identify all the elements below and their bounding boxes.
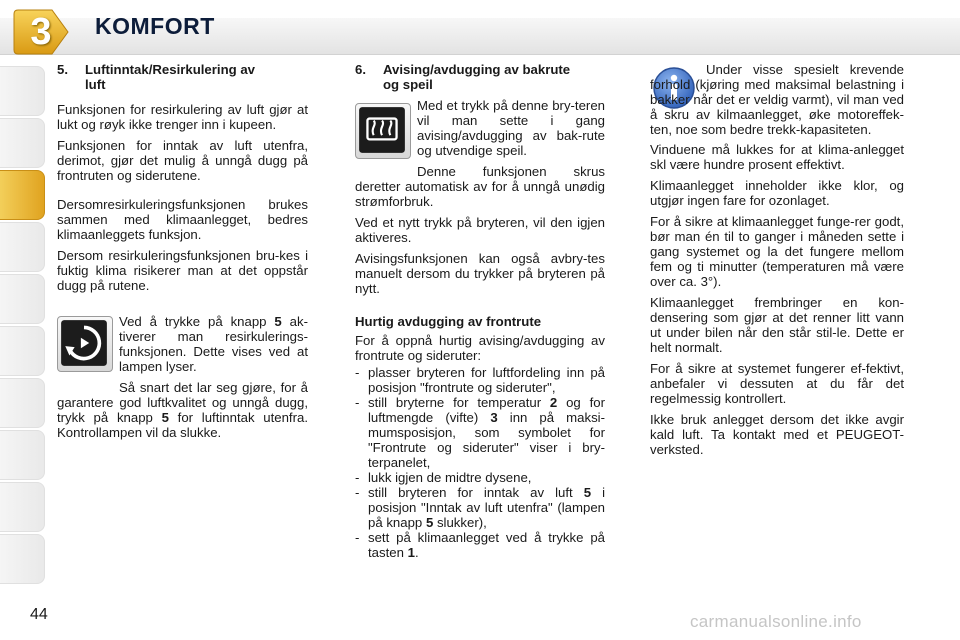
paragraph: Klimaanlegget frembringer en kon-densering som gjør at det renner litt vann ut under bilen når den står stil-le. Dette er helt normalt. xyxy=(650,295,904,355)
paragraph: For å sikre at klimaanlegget funge-rer godt, bør man én til to ganger i måneden sette i gang systemet og la det fungere mellom fem og ti minutter (temperaturen må være over ca. 3°). xyxy=(650,214,904,289)
page-header xyxy=(0,0,960,56)
list-item xyxy=(355,530,605,560)
text: Ved å trykke på knapp xyxy=(119,314,275,329)
text: still bryterne for temperatur xyxy=(368,395,550,410)
chapter-tab[interactable] xyxy=(0,222,45,272)
page-title: KOMFORT xyxy=(95,13,215,39)
paragraph: Denne funksjonen skrus deretter automatisk av for å unngå unødig strømforbruk. xyxy=(355,164,605,209)
chapter-tab[interactable] xyxy=(0,274,45,324)
text: inn på maksi-mumsposisjon, som symbolet for "Frontrute og sideruter" viser i bry-terpanelet, xyxy=(368,410,605,470)
column-2 xyxy=(355,62,605,302)
chapter-tab[interactable] xyxy=(0,118,45,168)
text: sett på klimaanlegget ved å trykke på tasten xyxy=(368,530,605,560)
paragraph: Under visse spesielt krevende forhold (kjøring med maksimal belastning i bakker når det er veldig varmt), vil man ved å skru av kilmaanlegget, øke motoreffek-ten, noe som bedre trekk-kapasiteten. xyxy=(650,62,904,137)
rear-defrost-button-image xyxy=(355,103,411,159)
paragraph: For å sikre at systemet fungerer ef-fektivt, anbefaler vi dessuten at du får det regelmessig kontrollert. xyxy=(650,361,904,406)
paragraph: Klimaanlegget inneholder ikke klor, og utgjør ingen fare for ozonlaget. xyxy=(650,178,904,208)
paragraph xyxy=(57,380,308,440)
paragraph: Funksjonen for inntak av luft utenfra, derimot, gjør det mulig å unngå dugg på frontruten og siderutene. xyxy=(57,138,308,183)
text: i posisjon "Inntak av luft utenfra" (lampen på knapp xyxy=(368,485,606,530)
heading-text: Luftinntak/Resirkulering av xyxy=(85,62,256,77)
paragraph xyxy=(57,314,308,374)
page-number: 44 xyxy=(30,606,48,623)
heading-text: Avising/avdugging av bakrute xyxy=(383,62,571,77)
paragraph: Funksjonen for resirkulering av luft gjør at lukt og røyk ikke trenger inn i kupeen. xyxy=(57,102,308,132)
text: still bryteren for inntak av luft xyxy=(368,485,584,500)
chapter-tab[interactable] xyxy=(0,534,45,584)
chapter-tab[interactable] xyxy=(0,378,45,428)
list-item xyxy=(355,395,605,470)
button-ref: 5 xyxy=(583,485,592,500)
section-heading xyxy=(355,62,605,92)
text: og for luftmengde (vifte) xyxy=(368,395,605,425)
paragraph: Vinduene må lukkes for at klima-anlegget skl være hundre prosent effektivt. xyxy=(650,142,904,172)
chapter-number: 3 xyxy=(30,11,52,53)
text: plasser bryteren for luftfordeling inn på posisjon "frontrute og sideruter", xyxy=(368,365,605,395)
list-item xyxy=(355,365,605,395)
button-ref: 2 xyxy=(549,395,558,410)
list-item xyxy=(355,485,605,530)
heading-text-2: og speil xyxy=(383,77,433,92)
button-ref: 5 xyxy=(274,314,282,329)
list-item xyxy=(355,470,605,485)
rear-defrost-icon xyxy=(356,104,408,156)
text: lukk igjen de midtre dysene, xyxy=(368,470,532,485)
section-heading xyxy=(57,62,308,92)
chapter-tab-active[interactable] xyxy=(0,170,45,220)
heading-number: 5. xyxy=(57,62,68,77)
button-ref: 1 xyxy=(407,545,415,560)
chapter-tabs xyxy=(0,60,48,580)
watermark: carmanualsonline.info xyxy=(690,612,862,631)
paragraph: For å oppnå hurtig avising/avdugging av frontrute og sideruter: xyxy=(355,333,605,363)
heading-text-2: luft xyxy=(85,77,106,92)
steps-list xyxy=(355,365,605,560)
paragraph: Dersomresirkuleringsfunksjonen brukes sammen med klimaanlegget, bedres klimaanleggets funksjon. xyxy=(57,197,308,242)
chapter-tab[interactable] xyxy=(0,66,45,116)
paragraph: Ikke bruk anlegget dersom det ikke avgir kald luft. Ta kontakt med et PEUGEOT-verksted. xyxy=(650,412,904,457)
paragraph: Avisingsfunksjonen kan også avbry-tes manuelt dersom du trykker på bryteren på nytt. xyxy=(355,251,605,296)
paragraph: Med et trykk på denne bry-teren vil man sette i gang avising/avdugging av bak-rute og utvendige speil. xyxy=(417,98,605,158)
column-1 xyxy=(57,62,308,299)
quick-defog-heading: Hurtig avdugging av frontrute xyxy=(355,314,542,329)
column-1-lower xyxy=(57,314,308,446)
heading-number: 6. xyxy=(355,62,366,77)
chapter-tab[interactable] xyxy=(0,430,45,480)
paragraph: Ved et nytt trykk på bryteren, vil den igjen aktiveres. xyxy=(355,215,605,245)
chapter-tab[interactable] xyxy=(0,482,45,532)
button-ref: 3 xyxy=(490,410,498,425)
chapter-tab[interactable] xyxy=(0,326,45,376)
text: for luftinntak utenfra. Kontrollampen vil da slukke. xyxy=(57,410,308,440)
paragraph: Dersom resirkuleringsfunksjonen bru-kes i fuktig klima risikerer man at det oppstår dugg på rutene. xyxy=(57,248,308,293)
column-3 xyxy=(650,62,904,463)
text: slukker), xyxy=(433,515,487,530)
button-ref: 5 xyxy=(161,410,169,425)
text: Så snart det lar seg gjøre, for å garantere god luftkvalitet og unngå dugg, trykk på knapp xyxy=(57,380,308,425)
text: . xyxy=(414,545,419,560)
column-2-lower xyxy=(355,314,605,560)
text: ak-tiverer man resirkulerings-funksjonen. Dette vises ved at lampen lyser. xyxy=(119,314,308,374)
button-ref: 5 xyxy=(425,515,434,530)
